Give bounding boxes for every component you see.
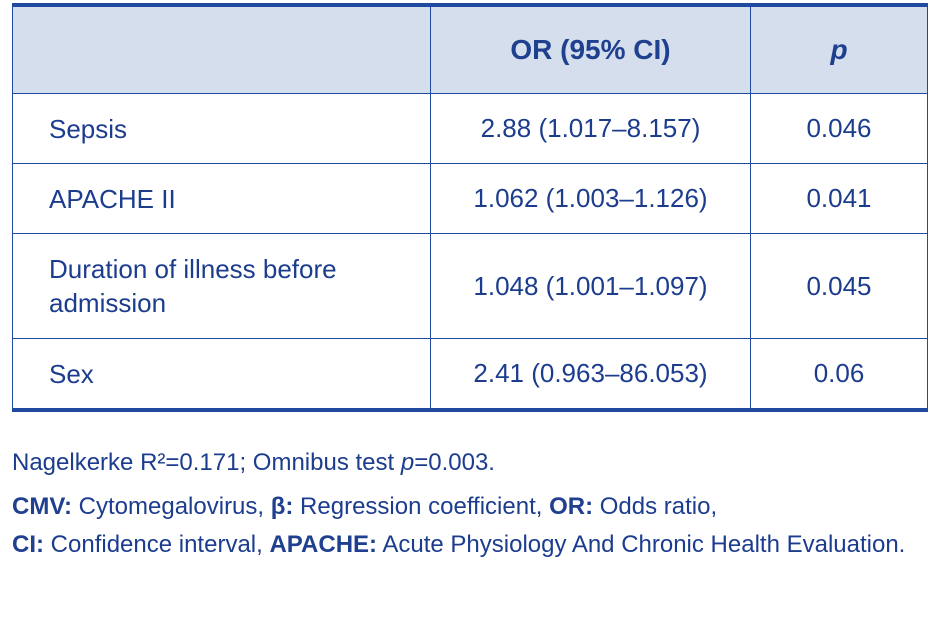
table-row: [13, 234, 928, 339]
abbr-definition: Acute Physiology And Chronic Health Evaluation.: [377, 531, 906, 558]
row-p-value: 0.06: [751, 339, 928, 411]
row-or-ci: 1.048 (1.001–1.097): [431, 234, 751, 339]
stats-p-symbol: p: [400, 449, 415, 476]
model-stats-note: [12, 448, 917, 478]
row-or-ci: 1.062 (1.003–1.126): [431, 164, 751, 234]
header-variable: [13, 5, 431, 94]
stats-suffix: =0.003.: [414, 449, 495, 476]
abbreviations-note: [12, 488, 917, 564]
table-row: [13, 94, 928, 164]
abbr-term: APACHE:: [269, 531, 378, 558]
header-or-ci: OR (95% CI): [431, 5, 751, 94]
row-p-value: 0.046: [751, 94, 928, 164]
table-notes: [12, 448, 917, 564]
abbr-definition: Regression coefficient,: [293, 493, 550, 520]
row-p-value: 0.045: [751, 234, 928, 339]
header-p-value: p: [751, 5, 928, 94]
abbr-definition: Confidence interval,: [44, 531, 270, 558]
abbr-term: OR:: [549, 493, 594, 520]
table-row: [13, 164, 928, 234]
header-row: [13, 5, 928, 94]
row-label: Duration of illness before admission: [13, 234, 431, 339]
abbr-term: β:: [270, 493, 294, 520]
row-p-value: 0.041: [751, 164, 928, 234]
abbr-term: CI:: [12, 531, 44, 558]
row-label: APACHE II: [13, 164, 431, 234]
results-table: [12, 3, 928, 412]
table-header: [13, 5, 928, 94]
row-or-ci: 2.41 (0.963–86.053): [431, 339, 751, 411]
table-row: [13, 339, 928, 411]
table-body: [13, 94, 928, 411]
row-label: Sex: [13, 339, 431, 411]
abbr-definition: Odds ratio,: [593, 493, 718, 520]
results-table-container: [12, 3, 927, 412]
row-or-ci: 2.88 (1.017–8.157): [431, 94, 751, 164]
abbr-term: CMV:: [12, 493, 72, 520]
abbr-definition: Cytomegalovirus,: [72, 493, 271, 520]
stats-prefix: Nagelkerke R²=0.171; Omnibus test: [12, 449, 401, 476]
row-label: Sepsis: [13, 94, 431, 164]
